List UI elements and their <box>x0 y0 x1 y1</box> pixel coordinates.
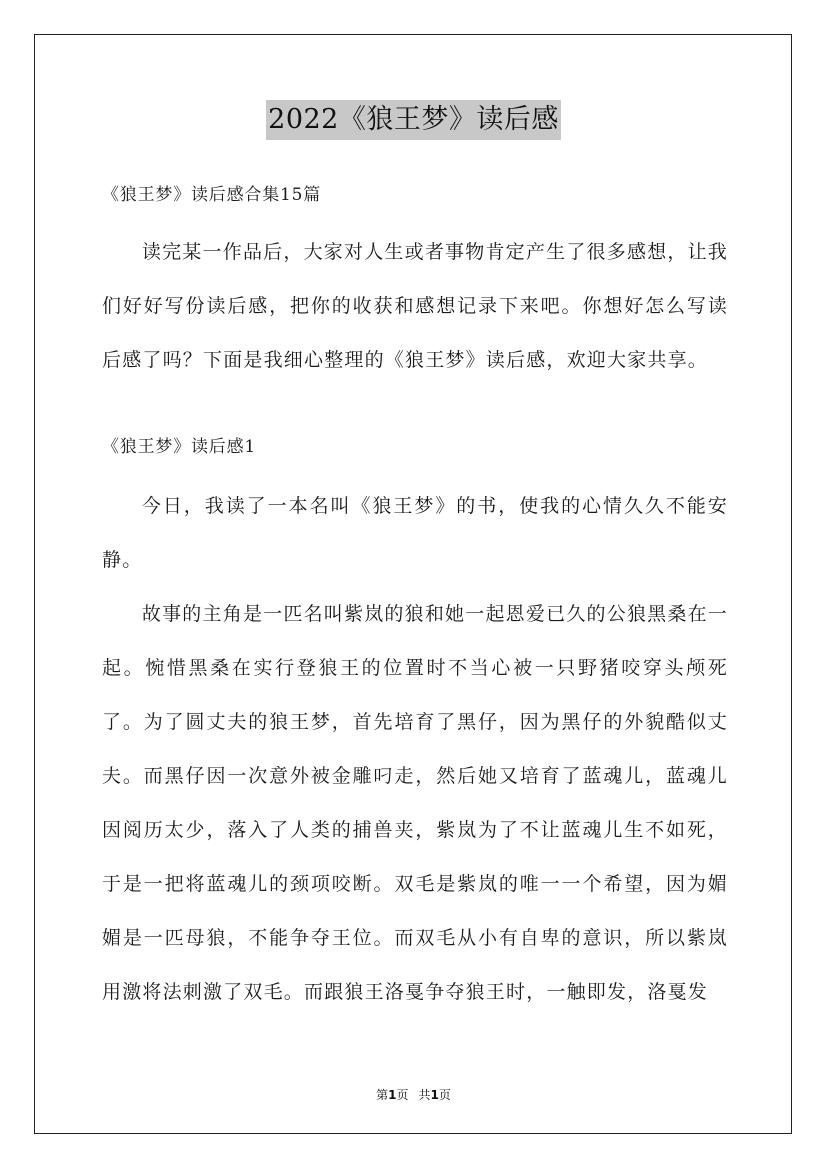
total-prefix: 共 <box>418 1088 431 1102</box>
page-footer <box>0 1086 827 1103</box>
body-paragraph: 今日，我读了一本名叫《狼王梦》的书，使我的心情久久不能安静。 <box>102 495 728 571</box>
total-pages: 1 <box>430 1088 439 1102</box>
title-container <box>0 100 827 140</box>
document-body <box>102 175 728 1019</box>
total-suffix: 页 <box>438 1088 451 1102</box>
collection-subtitle: 《狼王梦》读后感合集15篇 <box>102 185 322 205</box>
page-prefix: 第 <box>376 1088 389 1102</box>
intro-paragraph: 读完某一作品后，大家对人生或者事物肯定产生了很多感想，让我们好好写份读后感，把你的收获和感想记录下来吧。你想好怎么写读后感了吗？下面是我细心整理的《狼王梦》读后感，欢迎大家共享。 <box>102 241 728 371</box>
document-title: 2022《狼王梦》读后感 <box>266 100 561 140</box>
body-paragraph: 故事的主角是一匹名叫紫岚的狼和她一起恩爱已久的公狼黑桑在一起。惋惜黑桑在实行登狼王的位置时不当心被一只野猪咬穿头颅死了。为了圆丈夫的狼王梦，首先培育了黑仔，因为黑仔的外貌酷似丈夫。而黑仔因一次意外被金雕叼走，然后她又培育了蓝魂儿，蓝魂儿因阅历太少，落入了人类的捕兽夹，紫岚为了不让蓝魂儿生不如死，于是一把将蓝魂儿的颈项咬断。双毛是紫岚的唯一一个希望，因为媚媚是一匹母狼，不能争夺王位。而双毛从小有自卑的意识，所以紫岚用激将法刺激了双毛。而跟狼王洛戛争夺狼王时，一触即发，洛戛发 <box>102 603 728 1003</box>
page-suffix: 页 <box>396 1088 409 1102</box>
page-number: 1 <box>388 1088 397 1102</box>
section-heading: 《狼王梦》读后感1 <box>102 437 257 457</box>
